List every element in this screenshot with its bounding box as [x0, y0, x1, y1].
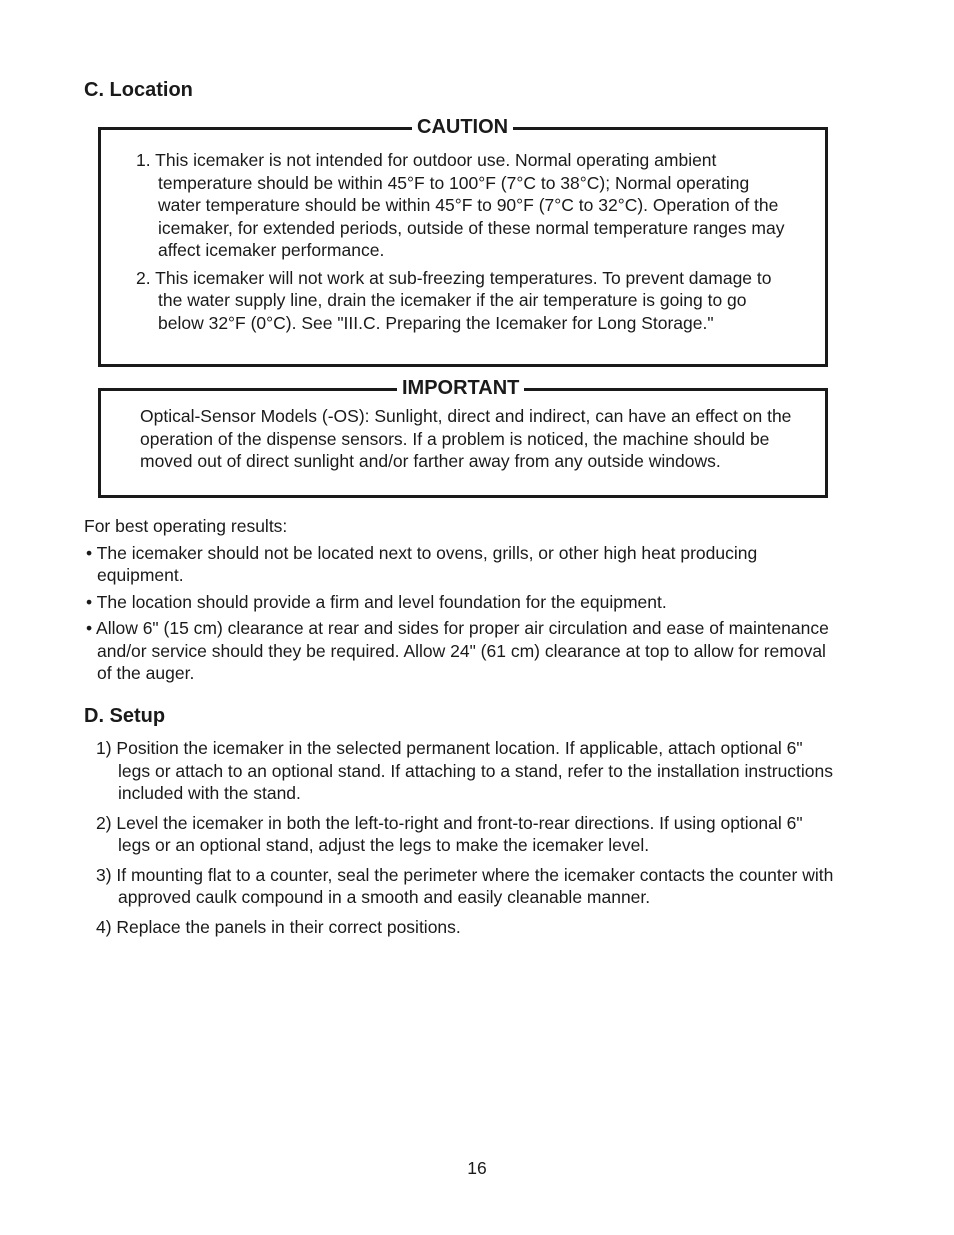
important-box — [98, 377, 828, 498]
location-bullet: • The location should provide a firm and level foundation for the equipment. — [86, 591, 667, 612]
operating-intro: For best operating results: — [84, 516, 288, 536]
important-title: IMPORTANT — [397, 376, 524, 400]
setup-heading: D. Setup — [84, 705, 166, 727]
location-heading: C. Location — [84, 79, 193, 101]
caution-box — [98, 116, 828, 367]
location-bullet: • The icemaker should not be located next to ovens, grills, or other high heat producing equipment. — [86, 542, 758, 585]
setup-step: 1) Position the icemaker in the selected permanent location. If applicable, attach optional 6" legs or attach to an optional stand. If attaching to a stand, refer to the installation instructions included with the stand. — [96, 738, 834, 803]
caution-title: CAUTION — [412, 115, 513, 139]
caution-item: 2. This icemaker will not work at sub-freezing temperatures. To prevent damage to the water supply line, drain the icemaker if the air temperature is going to go below 32°F (0°C). See "III.C. Preparing the Icemaker for Long Storage." — [136, 267, 772, 333]
setup-step: 4) Replace the panels in their correct positions. — [96, 916, 461, 937]
caution-item: 1. This icemaker is not intended for outdoor use. Normal operating ambient temperature should be within 45°F to 100°F (7°C to 38°C); Normal operating water temperature should be within 45°F to 90°F (7°C to 32°C). Operation of the icemaker, for extended periods, outside of these normal temperature ranges may affect icemaker performance. — [136, 150, 785, 260]
important-text: Optical-Sensor Models (-OS): Sunlight, direct and indirect, can have an effect on the operation of the dispense sensors. If a problem is noticed, the machine should be moved out of direct sunlight and/or farther away from any outside windows. — [140, 406, 792, 471]
location-bullet: • Allow 6" (15 cm) clearance at rear and sides for proper air circulation and ease of maintenance and/or service should they be required. Allow 24" (61 cm) clearance at top to allow for removal of the auger. — [86, 618, 829, 683]
setup-step: 2) Level the icemaker in both the left-to-right and front-to-rear directions. If using optional 6" legs or an optional stand, adjust the legs to make the icemaker level. — [96, 812, 803, 855]
page-number: 16 — [467, 1158, 487, 1178]
setup-step: 3) If mounting flat to a counter, seal the perimeter where the icemaker contacts the counter with approved caulk compound in a smooth and easily cleanable manner. — [96, 864, 834, 907]
